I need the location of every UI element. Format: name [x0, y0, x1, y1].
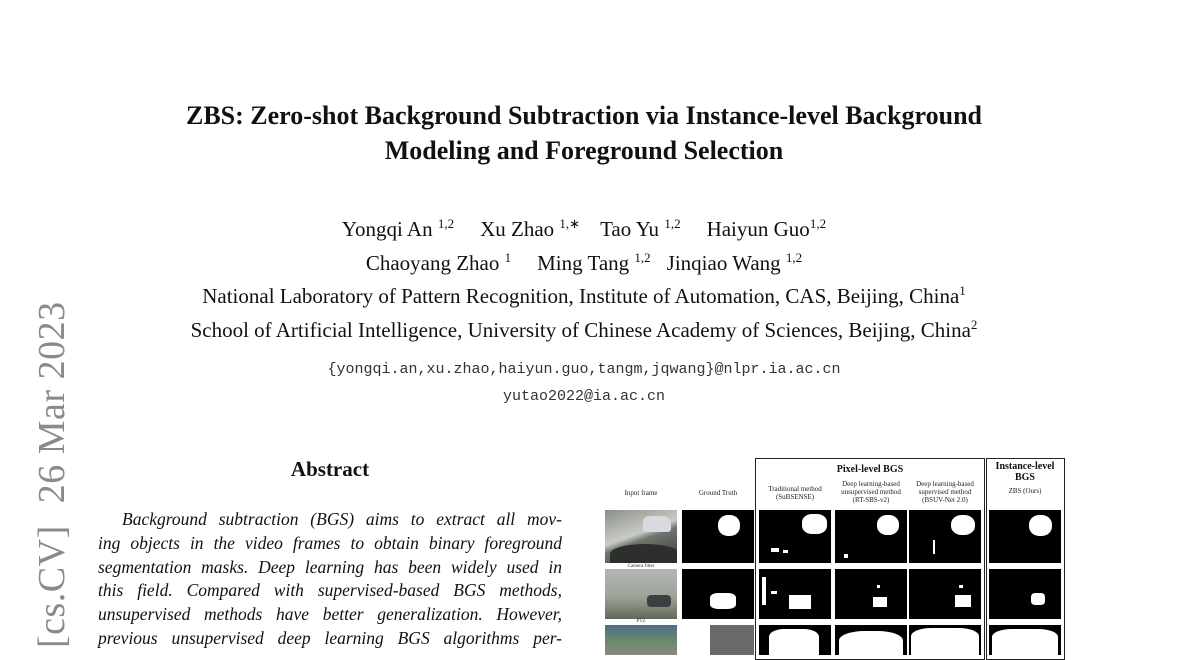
col-header-line: Traditional method: [768, 485, 822, 493]
affiliation-sup: 2: [970, 316, 978, 332]
abstract-line: Background subtraction (BGS) aims to extract all mov-: [122, 509, 562, 529]
affiliation-2: [0, 311, 1168, 345]
author-name: Chaoyang Zhao: [365, 250, 500, 275]
input-frame-image: [605, 625, 677, 655]
arxiv-date: 26 Mar 2023: [31, 301, 73, 504]
gt-mask: [682, 569, 754, 619]
input-frame-image: [605, 510, 677, 563]
col-header-input: Input frame: [624, 489, 658, 497]
col-header-ours: ZBS (Ours): [1008, 487, 1042, 495]
affiliation-text: National Laboratory of Pattern Recognition, Institute of Automation, CAS, Beijing, China: [202, 284, 960, 308]
col-header-supervised: [908, 480, 982, 504]
supervised-mask: [909, 510, 981, 563]
author-name: Haiyun Guo: [706, 217, 810, 241]
traditional-mask: [759, 625, 831, 655]
affiliation-sup: 1: [959, 283, 966, 298]
input-frame-image: [605, 569, 677, 619]
arxiv-category: [cs.CV]: [31, 525, 73, 648]
abstract-text: [98, 508, 562, 651]
affiliation-1: [0, 277, 1168, 311]
instance-level-group-title: [986, 461, 1064, 483]
author-affil-sup: 1: [504, 249, 512, 265]
authors-line-2: [0, 244, 1168, 278]
ours-mask: [989, 510, 1061, 563]
author-affil-sup: 1,∗: [559, 216, 581, 231]
teaser-figure: [600, 458, 1070, 648]
author-name: Xu Zhao: [480, 217, 555, 241]
author-affil-sup: 1,2: [809, 216, 827, 231]
author-name: Jinqiao Wang: [666, 250, 781, 275]
col-header-line: Deep learning-based: [842, 480, 900, 488]
author-name: Tao Yu: [600, 217, 660, 241]
instance-level-title-line: Instance-level: [995, 461, 1055, 472]
ours-mask: [989, 625, 1061, 655]
author-affil-sup: 1,2: [634, 249, 651, 265]
author-name: Ming Tang: [537, 250, 630, 275]
traditional-mask: [759, 569, 831, 619]
col-header-line: Deep learning-based: [916, 480, 974, 488]
supervised-mask: [909, 625, 981, 655]
pixel-level-group-title: Pixel-level BGS: [836, 464, 904, 475]
abstract-line: previous unsupervised deep learning BGS algorithms per-: [98, 627, 562, 648]
unsupervised-mask: [835, 569, 907, 619]
arxiv-side-stamp: [30, 301, 74, 648]
gt-mask: [682, 510, 754, 563]
author-affil-sup: 1,2: [437, 216, 455, 231]
col-header-line: (RT-SBS-v2): [852, 496, 890, 504]
author-block: [0, 210, 1168, 344]
col-header-line: supervised method: [918, 488, 972, 496]
abstract-heading: Abstract: [290, 457, 370, 481]
gt-mask: [682, 625, 754, 655]
title-line-1: ZBS: Zero-shot Background Subtraction via Instance-level Background: [186, 101, 982, 130]
paper-title: [0, 98, 1168, 168]
col-header-gt: Ground Truth: [698, 489, 738, 497]
abstract-line: unsupervised methods have better generalization. However,: [98, 604, 562, 625]
abstract-line: ing objects in the video frames to obtain binary foreground: [98, 532, 562, 553]
ours-mask: [989, 569, 1061, 619]
col-header-line: (SuBSENSE): [775, 493, 815, 501]
title-line-2: Modeling and Foreground Selection: [384, 136, 784, 165]
instance-level-title-line: BGS: [1014, 472, 1035, 483]
unsupervised-mask: [835, 625, 907, 655]
email-line-1: {yongqi.an,xu.zhao,haiyun.guo,tangm,jqwang}@nlpr.ia.ac.cn: [327, 361, 841, 378]
col-header-unsupervised: [833, 480, 909, 504]
authors-line-1: [0, 210, 1168, 244]
abstract-line: this field. Compared with supervised-based BGS methods,: [98, 580, 562, 601]
author-affil-sup: 1,2: [785, 249, 803, 265]
email-line-2: yutao2022@ia.ac.cn: [502, 388, 666, 405]
row-caption: PTZ: [636, 619, 646, 624]
supervised-mask: [909, 569, 981, 619]
traditional-mask: [759, 510, 831, 563]
col-header-line: (BSUV-Net 2.0): [922, 496, 968, 504]
unsupervised-mask: [835, 510, 907, 563]
email-block: [0, 356, 1168, 410]
author-name: Yongqi An: [341, 217, 433, 241]
col-header-traditional: [759, 485, 831, 501]
affiliation-text: School of Artificial Intelligence, University of Chinese Academy of Sciences, Beijing, China: [190, 317, 971, 342]
abstract-line: segmentation masks. Deep learning has been widely used in: [98, 556, 562, 577]
author-affil-sup: 1,2: [664, 216, 681, 231]
col-header-line: unsupervised method: [841, 488, 901, 496]
row-caption: Camera Jitter: [627, 564, 655, 569]
